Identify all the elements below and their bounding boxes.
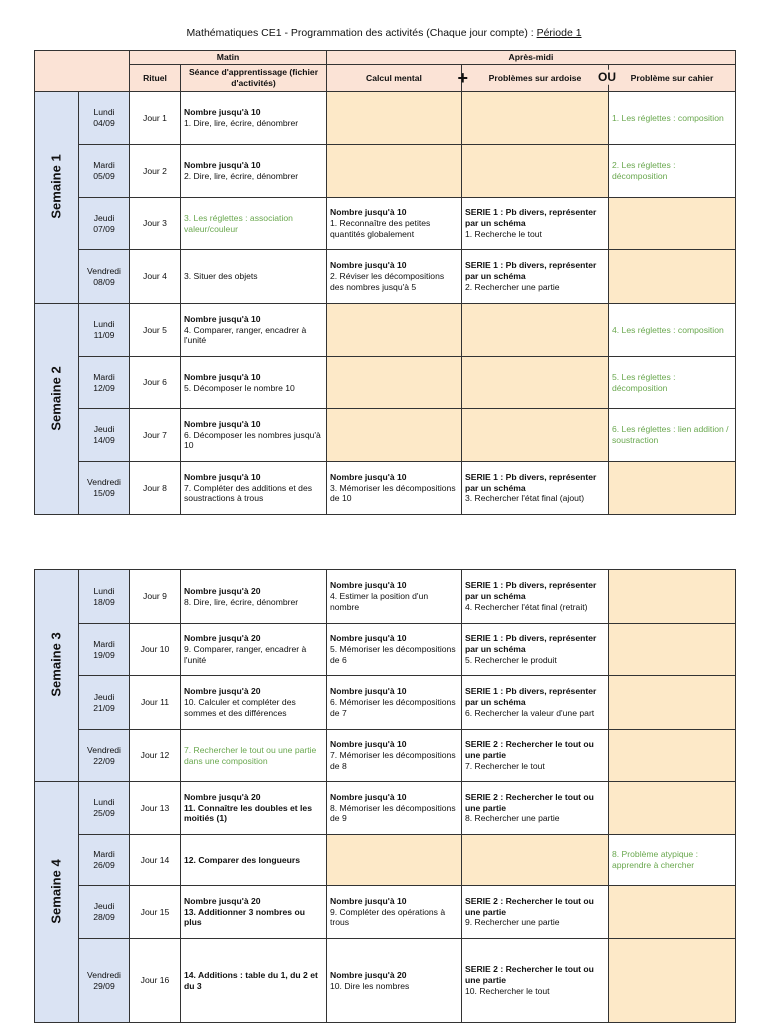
cahier-cell <box>609 92 736 145</box>
day-name: Vendredi <box>87 477 121 488</box>
table-row <box>35 782 736 835</box>
cahier-cell <box>609 939 736 1023</box>
day-name: Jeudi <box>93 212 115 223</box>
day-cell <box>79 835 130 886</box>
calcul-cell <box>327 409 462 462</box>
seance-cell <box>181 886 327 939</box>
calcul-cell <box>327 730 462 782</box>
week-label <box>35 304 79 515</box>
calcul-text: 9. Compléter des opérations à trous <box>330 906 446 928</box>
day-date: 07/09 <box>93 223 115 234</box>
rituel-cell <box>130 570 181 624</box>
seance-title: Nombre jusqu'à 20 <box>184 585 261 596</box>
cahier-cell <box>609 730 736 782</box>
calcul-text: 1. Reconnaître des petites quantités globalement <box>330 218 431 239</box>
cahier-cell <box>609 357 736 409</box>
rituel-text: Jour 15 <box>140 906 170 917</box>
ardoise-title: SERIE 1 : Pb divers, représenter par un schéma <box>465 207 597 229</box>
calcul-cell <box>327 939 462 1023</box>
ardoise-title: SERIE 1 : Pb divers, représenter par un schéma <box>465 260 597 282</box>
header-apres-midi: Après-midi <box>327 51 736 65</box>
cahier-text: 2. Les réglettes : décomposition <box>612 160 676 181</box>
week-label-text: Semaine 4 <box>48 859 64 924</box>
rituel-text: Jour 6 <box>143 377 167 388</box>
cahier-cell <box>609 570 736 624</box>
seance-text: 6. Décomposer les nombres jusqu'à 10 <box>184 429 321 451</box>
calcul-title: Nombre jusqu'à 10 <box>330 739 407 750</box>
day-date: 26/09 <box>93 860 115 870</box>
calcul-title: Nombre jusqu'à 10 <box>330 791 407 802</box>
rituel-cell <box>130 92 181 145</box>
seance-cell <box>181 409 327 462</box>
day-cell <box>79 198 130 250</box>
ardoise-cell <box>462 145 609 198</box>
seance-text: 5. Décomposer le nombre 10 <box>184 382 295 393</box>
seance-text: 1. Dire, lire, écrire, dénombrer <box>184 118 299 128</box>
week-label <box>35 782 79 1023</box>
ardoise-title: SERIE 1 : Pb divers, représenter par un schéma <box>465 686 597 708</box>
rituel-text: Jour 16 <box>140 975 170 986</box>
week-label-text: Semaine 1 <box>48 154 64 219</box>
ardoise-title: SERIE 2 : Rechercher le tout ou une partie <box>465 791 594 813</box>
rituel-cell <box>130 782 181 835</box>
seance-cell <box>181 198 327 250</box>
calcul-text: 6. Mémoriser les décompositions de 7 <box>330 697 456 718</box>
calcul-cell <box>327 676 462 730</box>
calcul-text: 10. Dire les nombres <box>330 980 410 991</box>
ardoise-cell <box>462 730 609 782</box>
seance-cell <box>181 462 327 515</box>
cahier-cell <box>609 304 736 357</box>
calcul-cell <box>327 145 462 198</box>
day-name: Mardi <box>93 849 115 860</box>
ardoise-text: 4. Rechercher l'état final (retrait) <box>465 601 588 612</box>
rituel-text: Jour 12 <box>140 750 170 761</box>
seance-title: Nombre jusqu'à 10 <box>184 371 261 382</box>
header-ardoise <box>462 65 616 92</box>
seance-cell <box>181 730 327 782</box>
ardoise-cell <box>462 624 609 676</box>
schedule-table-1 <box>34 50 736 515</box>
day-name: Vendredi <box>87 265 121 276</box>
seance-cell <box>181 939 327 1023</box>
rituel-cell <box>130 304 181 357</box>
day-cell <box>79 145 130 198</box>
ardoise-text: 10. Rechercher le tout <box>465 985 550 996</box>
calcul-title: Nombre jusqu'à 20 <box>330 969 407 980</box>
seance-title: Nombre jusqu'à 20 <box>184 791 261 802</box>
table-row <box>35 462 736 515</box>
ardoise-cell <box>462 250 609 304</box>
calcul-cell <box>327 624 462 676</box>
ardoise-title: SERIE 1 : Pb divers, représenter par un schéma <box>465 580 597 602</box>
calcul-cell <box>327 462 462 515</box>
calcul-text: 3. Mémoriser les décompositions de 10 <box>330 482 456 504</box>
table-row <box>35 92 736 145</box>
cahier-cell <box>609 409 736 462</box>
ardoise-cell <box>462 939 609 1023</box>
ardoise-cell <box>462 570 609 624</box>
day-name: Mardi <box>93 371 115 382</box>
seance-text: 2. Dire, lire, écrire, dénombrer <box>184 171 299 181</box>
ardoise-text: 7. Rechercher le tout <box>465 760 545 771</box>
cahier-cell <box>609 624 736 676</box>
day-cell <box>79 939 130 1023</box>
calcul-cell <box>327 782 462 835</box>
rituel-text: Jour 4 <box>143 271 167 282</box>
rituel-text: Jour 2 <box>143 165 167 176</box>
seance-cell <box>181 250 327 304</box>
day-name: Vendredi <box>87 969 121 980</box>
rituel-text: Jour 14 <box>140 854 170 865</box>
ou-label: OU <box>598 69 616 84</box>
calcul-title: Nombre jusqu'à 10 <box>330 686 407 697</box>
day-name: Jeudi <box>93 901 115 912</box>
table-row <box>35 250 736 304</box>
cahier-cell <box>609 198 736 250</box>
seance-cell <box>181 357 327 409</box>
week-label-text: Semaine 2 <box>48 366 64 431</box>
ardoise-text: 8. Rechercher une partie <box>465 813 560 824</box>
day-cell <box>79 624 130 676</box>
seance-cell <box>181 624 327 676</box>
cahier-cell <box>609 782 736 835</box>
rituel-text: Jour 7 <box>143 429 167 440</box>
seance-title: Nombre jusqu'à 10 <box>184 471 261 482</box>
ardoise-title: SERIE 1 : Pb divers, représenter par un schéma <box>465 633 597 655</box>
cahier-cell <box>609 886 736 939</box>
header-cahier: Problème sur cahier <box>609 65 736 92</box>
table-row <box>35 835 736 886</box>
ardoise-cell <box>462 886 609 939</box>
cahier-cell <box>609 145 736 198</box>
seance-text: 13. Additionner 3 nombres ou plus <box>184 906 305 928</box>
calcul-cell <box>327 886 462 939</box>
rituel-cell <box>130 409 181 462</box>
plus-icon: + <box>457 68 468 88</box>
table-row <box>35 198 736 250</box>
day-cell <box>79 886 130 939</box>
table-row <box>35 676 736 730</box>
day-date: 11/09 <box>93 330 115 340</box>
cahier-text: 1. Les réglettes : composition <box>612 112 724 123</box>
table-row <box>35 357 736 409</box>
ardoise-cell <box>462 835 609 886</box>
rituel-cell <box>130 624 181 676</box>
cahier-cell <box>609 835 736 886</box>
ardoise-cell <box>462 676 609 730</box>
ardoise-cell <box>462 409 609 462</box>
title-main: Mathématiques CE1 - Programmation des activités (Chaque jour compte) : <box>186 27 537 39</box>
table-row <box>35 939 736 1023</box>
table-row <box>35 730 736 782</box>
ardoise-title: SERIE 2 : Rechercher le tout ou une partie <box>465 964 594 986</box>
seance-text: 12. Comparer des longueurs <box>184 854 301 865</box>
calcul-cell <box>327 198 462 250</box>
rituel-text: Jour 1 <box>143 112 167 123</box>
seance-text: 11. Connaître les doubles et les moitiés (1) <box>184 802 312 824</box>
calcul-text: 5. Mémoriser les décompositions de 6 <box>330 644 456 665</box>
day-date: 14/09 <box>93 435 115 445</box>
calcul-text: 8. Mémoriser les décompositions de 9 <box>330 802 456 824</box>
day-cell <box>79 92 130 145</box>
seance-text: 3. Situer des objets <box>184 271 258 282</box>
rituel-text: Jour 10 <box>140 644 170 655</box>
seance-cell <box>181 835 327 886</box>
cahier-cell <box>609 250 736 304</box>
calcul-title: Nombre jusqu'à 10 <box>330 895 407 906</box>
calcul-cell <box>327 92 462 145</box>
day-cell <box>79 357 130 409</box>
rituel-cell <box>130 145 181 198</box>
seance-text: 9. Comparer, ranger, encadrer à l'unité <box>184 644 307 665</box>
rituel-cell <box>130 676 181 730</box>
header-corner <box>35 51 130 92</box>
header-matin: Matin <box>130 51 327 65</box>
ardoise-cell <box>462 198 609 250</box>
calcul-text: 2. Réviser les décompositions des nombres jusqu'à 5 <box>330 271 445 292</box>
ardoise-cell <box>462 462 609 515</box>
day-name: Lundi <box>93 319 115 330</box>
rituel-cell <box>130 462 181 515</box>
rituel-cell <box>130 250 181 304</box>
day-name: Mardi <box>93 638 115 649</box>
table-row <box>35 409 736 462</box>
seance-cell <box>181 570 327 624</box>
table-row <box>35 570 736 624</box>
rituel-cell <box>130 835 181 886</box>
rituel-text: Jour 9 <box>143 591 167 602</box>
ardoise-text: 2. Rechercher une partie <box>465 281 560 292</box>
calcul-title: Nombre jusqu'à 10 <box>330 633 407 644</box>
day-name: Vendredi <box>87 744 121 755</box>
day-date: 28/09 <box>93 912 115 922</box>
cahier-text: 4. Les réglettes : composition <box>612 324 724 335</box>
seance-text: 8. Dire, lire, écrire, dénombrer <box>184 596 299 607</box>
rituel-text: Jour 3 <box>143 218 167 229</box>
ardoise-text: 6. Rechercher la valeur d'une part <box>465 707 595 718</box>
seance-title: Nombre jusqu'à 20 <box>184 633 261 644</box>
seance-title: Nombre jusqu'à 10 <box>184 418 261 429</box>
seance-cell <box>181 145 327 198</box>
day-date: 05/09 <box>93 171 115 181</box>
day-date: 18/09 <box>93 596 115 607</box>
calcul-title: Nombre jusqu'à 10 <box>330 260 407 271</box>
ardoise-title: SERIE 1 : Pb divers, représenter par un schéma <box>465 471 597 493</box>
day-date: 22/09 <box>93 755 115 766</box>
rituel-text: Jour 5 <box>143 324 167 335</box>
day-date: 19/09 <box>93 649 115 660</box>
seance-text: 3. Les réglettes : association valeur/couleur <box>184 212 293 234</box>
calcul-cell <box>327 304 462 357</box>
week-label <box>35 570 79 782</box>
seance-cell <box>181 782 327 835</box>
cahier-cell <box>609 676 736 730</box>
day-date: 29/09 <box>93 980 115 991</box>
day-cell <box>79 570 130 624</box>
calcul-cell <box>327 250 462 304</box>
rituel-text: Jour 11 <box>140 697 170 708</box>
day-name: Jeudi <box>93 424 115 435</box>
ardoise-text: 3. Rechercher l'état final (ajout) <box>465 493 585 504</box>
day-date: 15/09 <box>93 488 115 498</box>
table-row <box>35 886 736 939</box>
page-title <box>0 27 768 39</box>
table-row <box>35 304 736 357</box>
table-row <box>35 624 736 676</box>
ardoise-cell <box>462 357 609 409</box>
day-cell <box>79 462 130 515</box>
ardoise-text: 9. Rechercher une partie <box>465 917 560 928</box>
cahier-text: 6. Les réglettes : lien addition / soustraction <box>612 424 729 445</box>
day-date: 21/09 <box>93 702 115 713</box>
ardoise-cell <box>462 782 609 835</box>
header-calcul-label: Calcul mental <box>366 72 422 83</box>
calcul-title: Nombre jusqu'à 10 <box>330 580 407 591</box>
seance-title: Nombre jusqu'à 10 <box>184 107 261 118</box>
calcul-title: Nombre jusqu'à 10 <box>330 207 407 218</box>
day-date: 04/09 <box>93 118 115 128</box>
header-rituel: Rituel <box>130 65 181 92</box>
seance-text: 4. Comparer, ranger, encadrer à l'unité <box>184 324 307 346</box>
ardoise-title: SERIE 2 : Rechercher le tout ou une partie <box>465 739 594 761</box>
day-name: Lundi <box>93 585 115 596</box>
day-date: 12/09 <box>93 382 115 393</box>
cahier-cell <box>609 462 736 515</box>
header-ardoise-label: Problèmes sur ardoise <box>488 72 582 83</box>
seance-cell <box>181 92 327 145</box>
seance-title: Nombre jusqu'à 10 <box>184 160 261 171</box>
day-name: Mardi <box>93 160 115 171</box>
day-name: Jeudi <box>93 691 115 702</box>
ardoise-text: 5. Rechercher le produit <box>465 654 557 665</box>
rituel-cell <box>130 198 181 250</box>
day-cell <box>79 730 130 782</box>
day-cell <box>79 250 130 304</box>
seance-cell <box>181 676 327 730</box>
calcul-cell <box>327 357 462 409</box>
seance-title: Nombre jusqu'à 10 <box>184 313 261 324</box>
seance-text: 7. Compléter des additions et des soustractions à trous <box>184 482 313 504</box>
rituel-text: Jour 8 <box>143 482 167 493</box>
seance-title: Nombre jusqu'à 20 <box>184 686 261 697</box>
week-label <box>35 92 79 304</box>
calcul-title: Nombre jusqu'à 10 <box>330 471 407 482</box>
seance-text: 14. Additions : table du 1, du 2 et du 3 <box>184 969 318 991</box>
day-cell <box>79 676 130 730</box>
ardoise-text: 1. Recherche le tout <box>465 228 542 239</box>
table-row <box>35 145 736 198</box>
rituel-text: Jour 13 <box>140 802 170 813</box>
day-cell <box>79 409 130 462</box>
cahier-text: 5. Les réglettes : décomposition <box>612 371 676 393</box>
calcul-cell <box>327 835 462 886</box>
ardoise-cell <box>462 304 609 357</box>
rituel-cell <box>130 730 181 782</box>
calcul-text: 4. Estimer la position d'un nombre <box>330 591 429 612</box>
seance-title: Nombre jusqu'à 20 <box>184 895 261 906</box>
rituel-cell <box>130 886 181 939</box>
day-name: Lundi <box>93 797 115 808</box>
seance-text: 10. Calculer et compléter des sommes et des différences <box>184 697 296 718</box>
day-cell <box>79 304 130 357</box>
ardoise-title: SERIE 2 : Rechercher le tout ou une partie <box>465 895 594 917</box>
header-seance: Séance d'apprentissage (fichier d'activités) <box>181 65 327 92</box>
header-calcul <box>327 65 468 92</box>
day-name: Lundi <box>93 107 115 118</box>
seance-cell <box>181 304 327 357</box>
seance-text: 7. Rechercher le tout ou une partie dans une composition <box>184 744 317 766</box>
cahier-text: 8. Problème atypique : apprendre à chercher <box>612 849 698 870</box>
week-label-text: Semaine 3 <box>48 632 64 697</box>
rituel-cell <box>130 357 181 409</box>
calcul-cell <box>327 570 462 624</box>
schedule-table-2 <box>34 569 736 1023</box>
title-period: Période 1 <box>536 27 582 39</box>
rituel-cell <box>130 939 181 1023</box>
calcul-text: 7. Mémoriser les décompositions de 8 <box>330 750 456 771</box>
ardoise-cell <box>462 92 609 145</box>
day-date: 08/09 <box>93 276 115 287</box>
day-cell <box>79 782 130 835</box>
day-date: 25/09 <box>93 808 115 818</box>
